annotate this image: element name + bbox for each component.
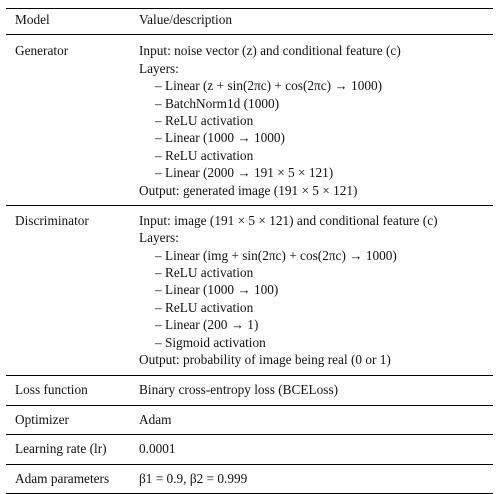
header-value-description: Value/description <box>130 9 493 35</box>
learning-rate-value: 0.0001 <box>130 435 493 464</box>
row-label-loss-function: Loss function <box>6 376 130 405</box>
table-row-discriminator <box>6 205 493 376</box>
loss-function-value: Binary cross-entropy loss (BCELoss) <box>130 376 493 405</box>
discriminator-layer: – Linear (200 → 1) <box>155 317 259 333</box>
hyperparameter-table <box>6 8 493 494</box>
table-row-loss-function <box>6 376 493 405</box>
generator-layers-heading: Layers: <box>139 60 179 76</box>
generator-input: Input: noise vector (z) and conditional feature (c) <box>139 43 401 59</box>
discriminator-layer: – Linear (1000 → 100) <box>155 282 279 298</box>
row-label-optimizer: Optimizer <box>6 405 130 434</box>
generator-layer: – ReLU activation <box>155 147 254 163</box>
discriminator-description <box>130 205 493 376</box>
generator-layer: – Linear (2000 → 191 × 5 × 121) <box>155 165 334 181</box>
generator-description <box>130 35 493 206</box>
generator-layer: – Linear (z + sin(2πc) + cos(2πc) → 1000) <box>155 78 383 94</box>
generator-output: Output: generated image (191 × 5 × 121) <box>139 182 358 198</box>
hyperparameter-table-container <box>6 8 493 494</box>
row-label-generator: Generator <box>6 35 130 206</box>
discriminator-layer: – Linear (img + sin(2πc) + cos(2πc) → 1000) <box>155 247 397 263</box>
discriminator-layer: – Sigmoid activation <box>155 334 266 350</box>
table-row-generator <box>6 35 493 206</box>
generator-layer: – BatchNorm1d (1000) <box>155 95 280 111</box>
header-model: Model <box>6 9 130 35</box>
discriminator-layer: – ReLU activation <box>155 265 254 281</box>
table-row-adam-parameters <box>6 464 493 493</box>
table-row-optimizer <box>6 405 493 434</box>
row-label-learning-rate: Learning rate (lr) <box>6 435 130 464</box>
discriminator-layers-heading: Layers: <box>139 230 179 246</box>
optimizer-value: Adam <box>130 405 493 434</box>
table-header-row <box>6 9 493 35</box>
discriminator-input: Input: image (191 × 5 × 121) and conditional feature (c) <box>139 212 438 228</box>
row-label-adam-parameters: Adam parameters <box>6 464 130 493</box>
generator-layer: – ReLU activation <box>155 112 254 128</box>
discriminator-output: Output: probability of image being real (0 or 1) <box>139 352 391 368</box>
discriminator-layer: – ReLU activation <box>155 299 254 315</box>
generator-layer: – Linear (1000 → 1000) <box>155 130 285 146</box>
table-row-learning-rate <box>6 435 493 464</box>
adam-parameters-value: β1 = 0.9, β2 = 0.999 <box>130 464 493 493</box>
row-label-discriminator: Discriminator <box>6 205 130 376</box>
